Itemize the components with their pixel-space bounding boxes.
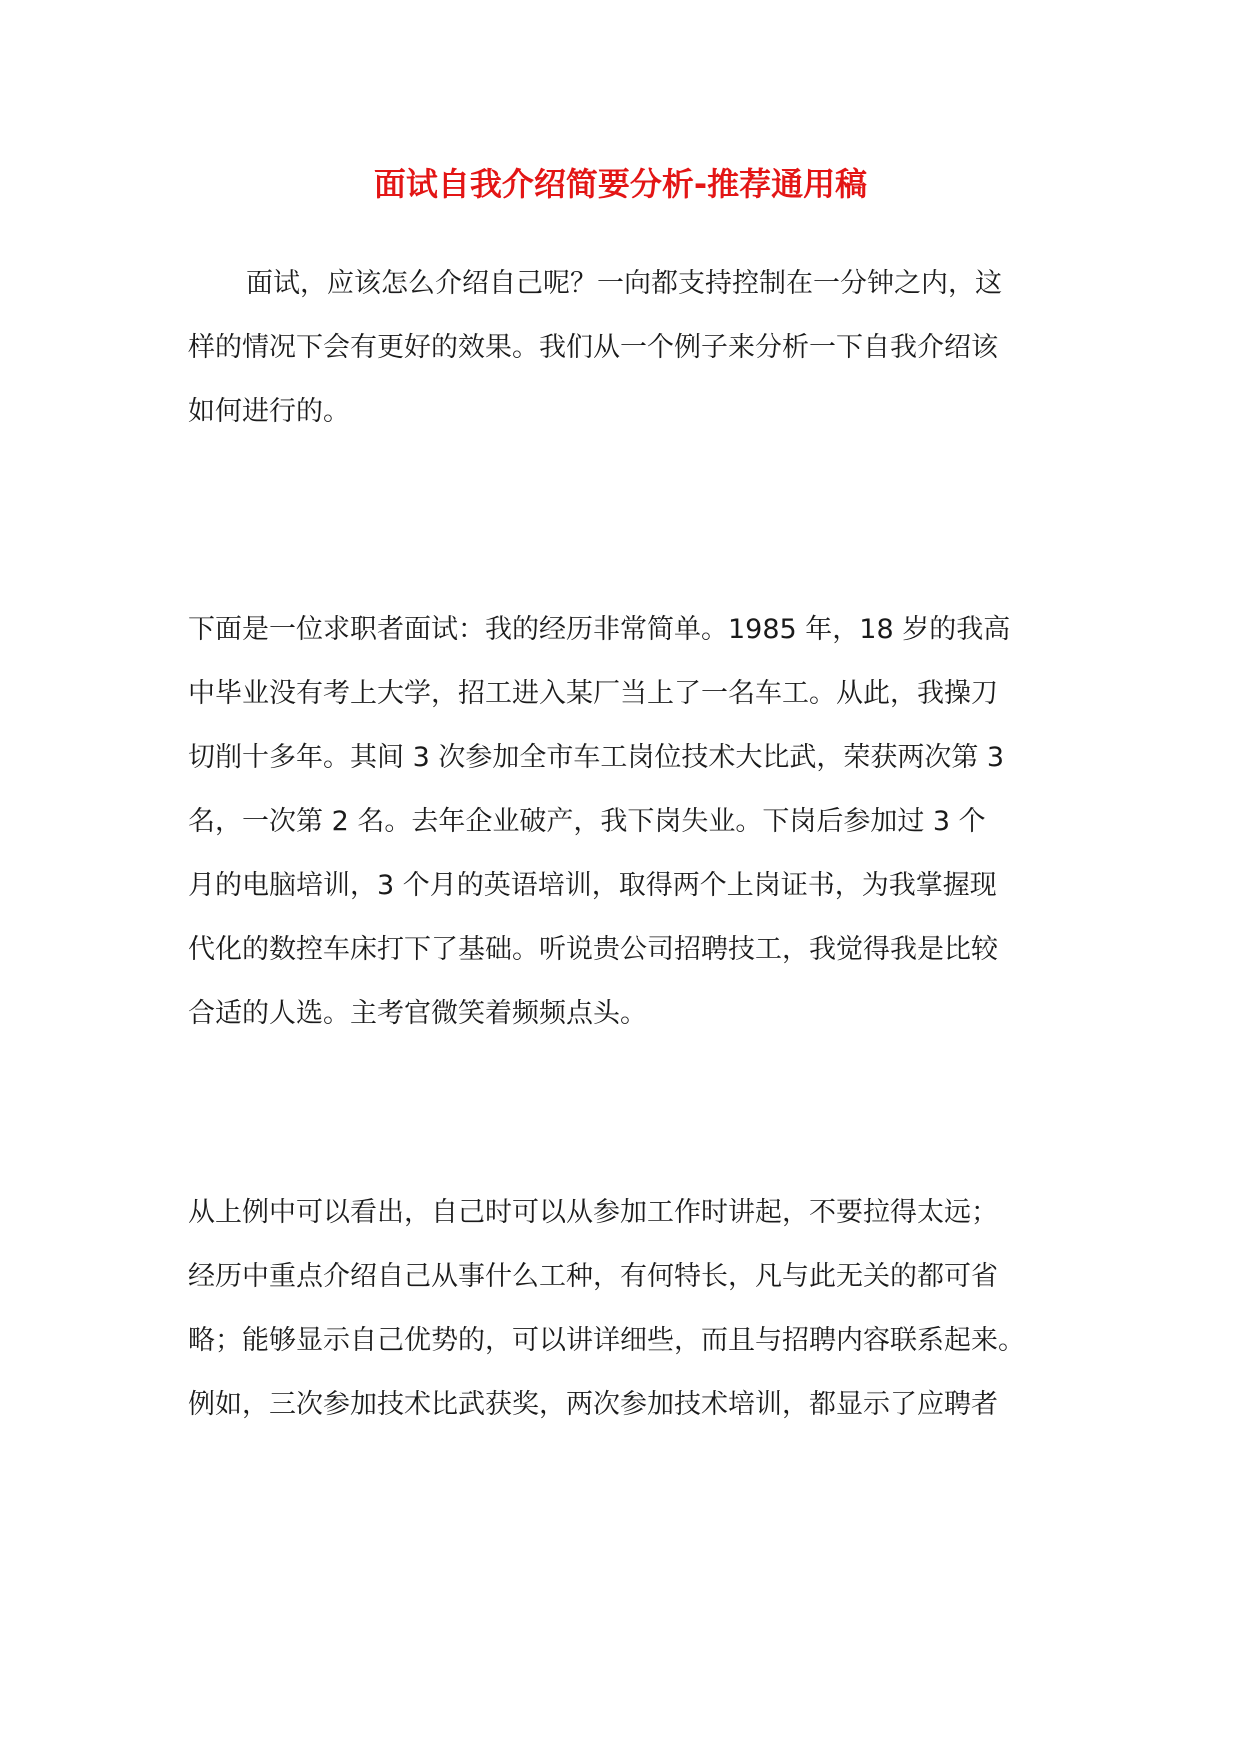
paragraph-line: 经历中重点介绍自己从事什么工种，有何特长，凡与此无关的都可省 xyxy=(188,1261,998,1292)
paragraph-line: 月的电脑培训，3 个月的英语培训，取得两个上岗证书，为我掌握现 xyxy=(188,870,997,901)
paragraph-line: 合适的人选。主考官微笑着频频点头。 xyxy=(188,998,647,1029)
paragraph-analysis xyxy=(188,1181,1058,1437)
paragraph-line: 如何进行的。 xyxy=(188,396,350,427)
paragraph-line: 样的情况下会有更好的效果。我们从一个例子来分析一下自我介绍该 xyxy=(188,332,998,363)
paragraph-line: 下面是一位求职者面试：我的经历非常简单。1985 年，18 岁的我高 xyxy=(188,614,1011,645)
paragraph-line: 略；能够显示自己优势的，可以讲详细些，而且与招聘内容联系起来。 xyxy=(188,1325,1025,1356)
paragraph-line: 名，一次第 2 名。去年企业破产，我下岗失业。下岗后参加过 3 个 xyxy=(188,806,986,837)
paragraph-intro xyxy=(188,252,1058,444)
paragraph-line: 从上例中可以看出，自己时可以从参加工作时讲起，不要拉得太远； xyxy=(188,1197,998,1228)
paragraph-line: 中毕业没有考上大学，招工进入某厂当上了一名车工。从此，我操刀 xyxy=(188,678,998,709)
paragraph-line: 切削十多年。其间 3 次参加全市车工岗位技术大比武，荣获两次第 3 xyxy=(188,742,1005,773)
paragraph-line: 面试，应该怎么介绍自己呢？一向都支持控制在一分钟之内，这 xyxy=(246,268,1002,299)
paragraph-example xyxy=(188,598,1058,1046)
paragraph-line: 例如，三次参加技术比武获奖，两次参加技术培训，都显示了应聘者 xyxy=(188,1389,998,1420)
paragraph-line: 代化的数控车床打下了基础。听说贵公司招聘技工，我觉得我是比较 xyxy=(188,934,998,965)
document-title: 面试自我介绍简要分析-推荐通用稿 xyxy=(373,165,868,203)
